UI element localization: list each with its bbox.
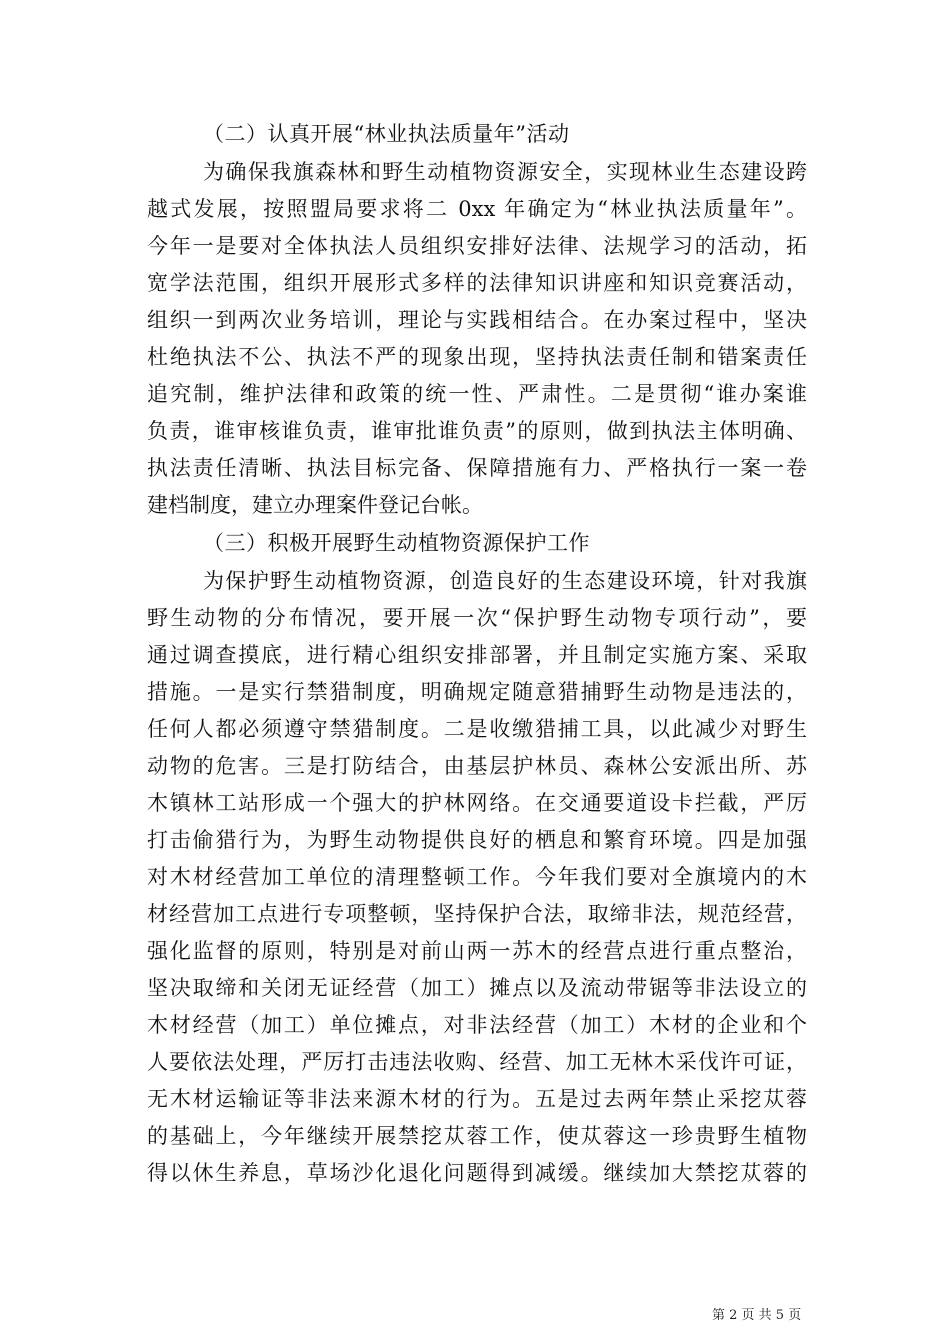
paragraph-line: 负责，谁审核谁负责，谁审批谁负责”的原则，做到执法主体明确、 (147, 419, 807, 443)
paragraph-line: 人要依法处理，严厉打击违法收购、经营、加工无林木采伐许可证， (147, 1050, 807, 1074)
paragraph-line: 对木材经营加工单位的清理整顿工作。今年我们要对全旗境内的木 (147, 865, 807, 889)
paragraph-line: 越式发展，按照盟局要求将二 0xx 年确定为“林业执法质量年”。 (147, 197, 807, 221)
section-heading: （三）积极开展野生动植物资源保护工作 (203, 531, 590, 555)
paragraph-line: 木镇林工站形成一个强大的护林网络。在交通要道设卡拦截，严厉 (147, 791, 807, 815)
page-number: 第 2 页 共 5 页 (712, 1308, 802, 1323)
paragraph-line: 任何人都必须遵守禁猎制度。二是收缴猎捕工具，以此减少对野生 (147, 717, 807, 741)
paragraph-line: 为确保我旗森林和野生动植物资源安全，实现林业生态建设跨 (203, 160, 807, 184)
paragraph-line: 为保护野生动植物资源，创造良好的生态建设环境，针对我旗 (203, 569, 807, 593)
paragraph-line: 材经营加工点进行专项整顿，坚持保护合法，取缔非法，规范经营， (147, 902, 807, 926)
paragraph-line: 杜绝执法不公、执法不严的现象出现，坚持执法责任制和错案责任 (147, 345, 807, 369)
paragraph-line: 强化监督的原则，特别是对前山两一苏木的经营点进行重点整治， (147, 939, 807, 963)
paragraph-line: 打击偷猎行为，为野生动物提供良好的栖息和繁育环境。四是加强 (147, 828, 807, 852)
paragraph-line: 木材经营（加工）单位摊点，对非法经营（加工）木材的企业和个 (147, 1013, 807, 1037)
paragraph-line: 无木材运输证等非法来源木材的行为。五是过去两年禁止采挖苁蓉 (147, 1087, 807, 1111)
paragraph-line: 宽学法范围，组织开展形式多样的法律知识讲座和知识竞赛活动， (147, 271, 807, 295)
paragraph-line: 今年一是要对全体执法人员组织安排好法律、法规学习的活动，拓 (147, 234, 807, 258)
paragraph-line: 通过调查摸底，进行精心组织安排部署，并且制定实施方案、采取 (147, 643, 807, 667)
paragraph-line: 坚决取缔和关闭无证经营（加工）摊点以及流动带锯等非法设立的 (147, 976, 807, 1000)
paragraph-line: 措施。一是实行禁猎制度，明确规定随意猎捕野生动物是违法的， (147, 680, 807, 704)
paragraph-line: 得以休生养息，草场沙化退化问题得到减缓。继续加大禁挖苁蓉的 (147, 1161, 807, 1185)
paragraph-line: 动物的危害。三是打防结合，由基层护林员、森林公安派出所、苏 (147, 754, 807, 778)
paragraph-line: 执法责任清晰、执法目标完备、保障措施有力、严格执行一案一卷 (147, 456, 807, 480)
paragraph-line: 野生动物的分布情况，要开展一次“保护野生动物专项行动”，要 (147, 606, 807, 630)
paragraph-line: 追究制，维护法律和政策的统一性、严肃性。二是贯彻“谁办案谁 (147, 382, 807, 406)
paragraph-line: 建档制度，建立办理案件登记台帐。 (147, 493, 483, 517)
paragraph-line: 的基础上，今年继续开展禁挖苁蓉工作，使苁蓉这一珍贵野生植物 (147, 1124, 807, 1148)
paragraph-line: 组织一到两次业务培训，理论与实践相结合。在办案过程中，坚决 (147, 308, 807, 332)
section-heading: （二）认真开展“林业执法质量年”活动 (203, 122, 570, 146)
